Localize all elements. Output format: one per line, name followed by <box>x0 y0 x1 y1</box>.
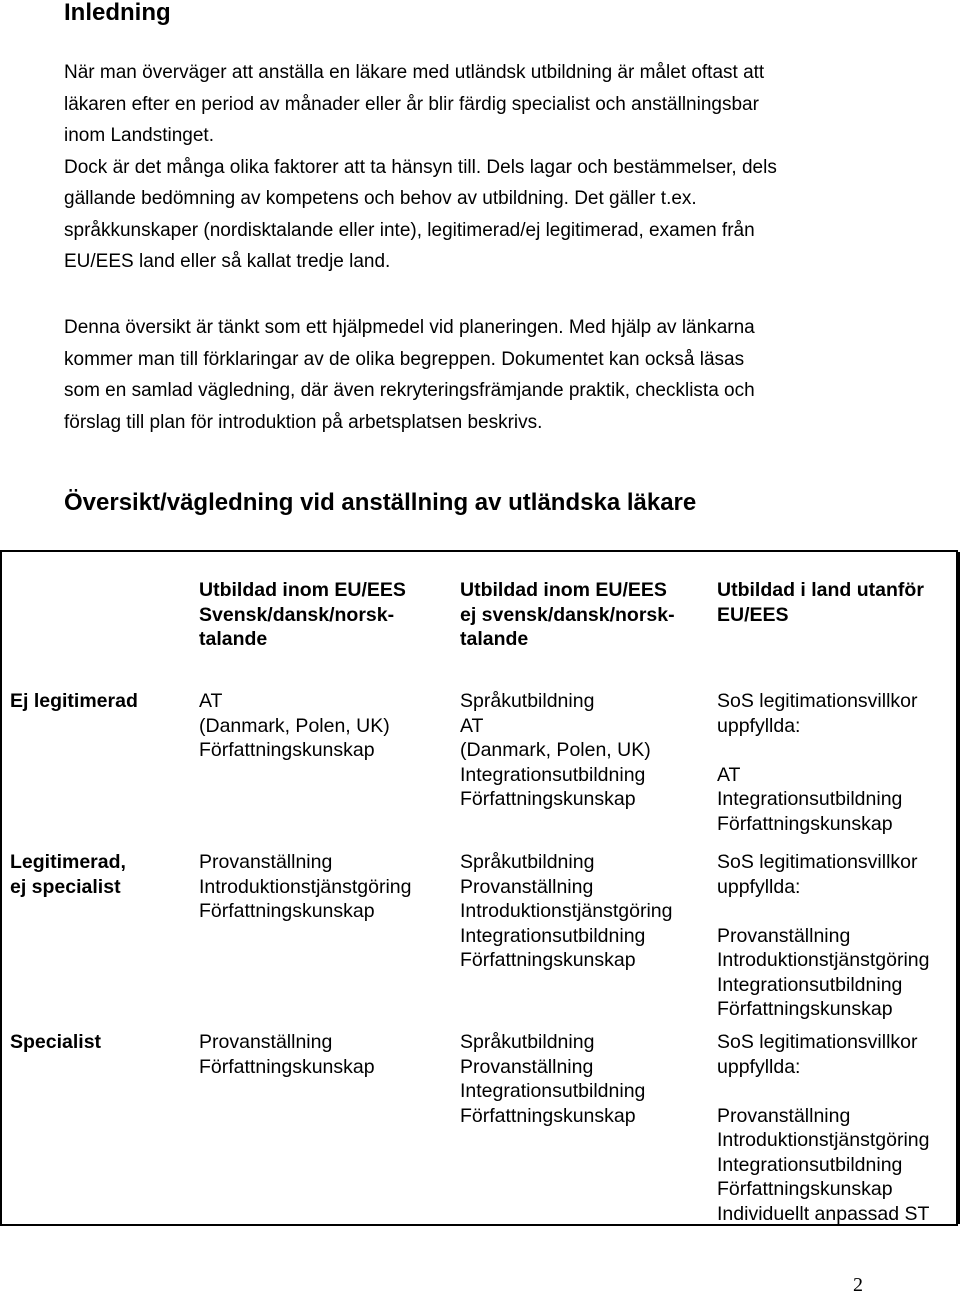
page-number: 2 <box>853 1274 863 1296</box>
text-line: som en samlad vägledning, där även rekryteringsfrämjande praktik, checklista och <box>64 380 755 401</box>
section-title: Översikt/vägledning vid anställning av utländska läkare <box>64 489 697 516</box>
text-line: Denna översikt är tänkt som ett hjälpmedel vid planeringen. Med hjälp av länkarna <box>64 317 755 338</box>
page-heading: Inledning <box>64 0 171 26</box>
table-cell: Språkutbildning AT (Danmark, Polen, UK) Integrationsutbildning Författningskunskap <box>460 690 651 810</box>
row-label-ej-legitimerad: Ej legitimerad <box>10 690 138 712</box>
text-line: inom Landstinget. <box>64 125 214 146</box>
row-label-legitimerad-ej-specialist: Legitimerad, ej specialist <box>10 851 126 898</box>
text-line: EU/EES land eller så kallat tredje land. <box>64 251 391 272</box>
column-header-outside-eu: Utbildad i land utanför EU/EES <box>717 579 924 626</box>
table-cell: SoS legitimationsvillkor uppfyllda: Provanställning Introduktionstjänstgöring Integrationsutbildning Författningskunskap Individuellt anpassad ST <box>717 1031 930 1225</box>
column-header-eu-nordic: Utbildad inom EU/EES Svensk/dansk/norsk- talande <box>199 579 406 650</box>
text-line: läkaren efter en period av månader eller år blir färdig specialist och anställningsbar <box>64 93 759 115</box>
text-line: Dock är det många olika faktorer att ta hänsyn till. Dels lagar och bestämmelser, dels <box>64 156 777 178</box>
table-cell: Provanställning Författningskunskap <box>199 1031 375 1078</box>
overview-paragraph <box>64 312 944 438</box>
table-cell: Språkutbildning Provanställning Introduktionstjänstgöring Integrationsutbildning Författningskunskap <box>460 851 673 971</box>
intro-paragraph <box>64 57 944 278</box>
table-cell: SoS legitimationsvillkor uppfyllda: AT Integrationsutbildning Författningskunskap <box>717 690 918 835</box>
text-line: När man överväger att anställa en läkare med utländsk utbildning är målet oftast att <box>64 62 765 83</box>
text-line: kommer man till förklaringar av de olika begreppen. Dokumentet kan också läsas <box>64 348 745 370</box>
text-line: språkkunskaper (nordisktalande eller inte), legitimerad/ej legitimerad, examen från <box>64 219 755 241</box>
table-cell: SoS legitimationsvillkor uppfyllda: Provanställning Introduktionstjänstgöring Integrationsutbildning Författningskunskap <box>717 851 930 1020</box>
text-line: gällande bedömning av kompetens och behov av utbildning. Det gäller t.ex. <box>64 188 697 209</box>
text-line: förslag till plan för introduktion på arbetsplatsen beskrivs. <box>64 411 543 433</box>
table-cell: AT (Danmark, Polen, UK) Författningskunskap <box>199 690 390 761</box>
row-label-specialist: Specialist <box>10 1031 102 1053</box>
column-header-eu-non-nordic: Utbildad inom EU/EES ej svensk/dansk/norsk- talande <box>460 579 675 650</box>
table-cell: Språkutbildning Provanställning Integrationsutbildning Författningskunskap <box>460 1031 646 1127</box>
table-cell: Provanställning Introduktionstjänstgöring Författningskunskap <box>199 851 412 922</box>
